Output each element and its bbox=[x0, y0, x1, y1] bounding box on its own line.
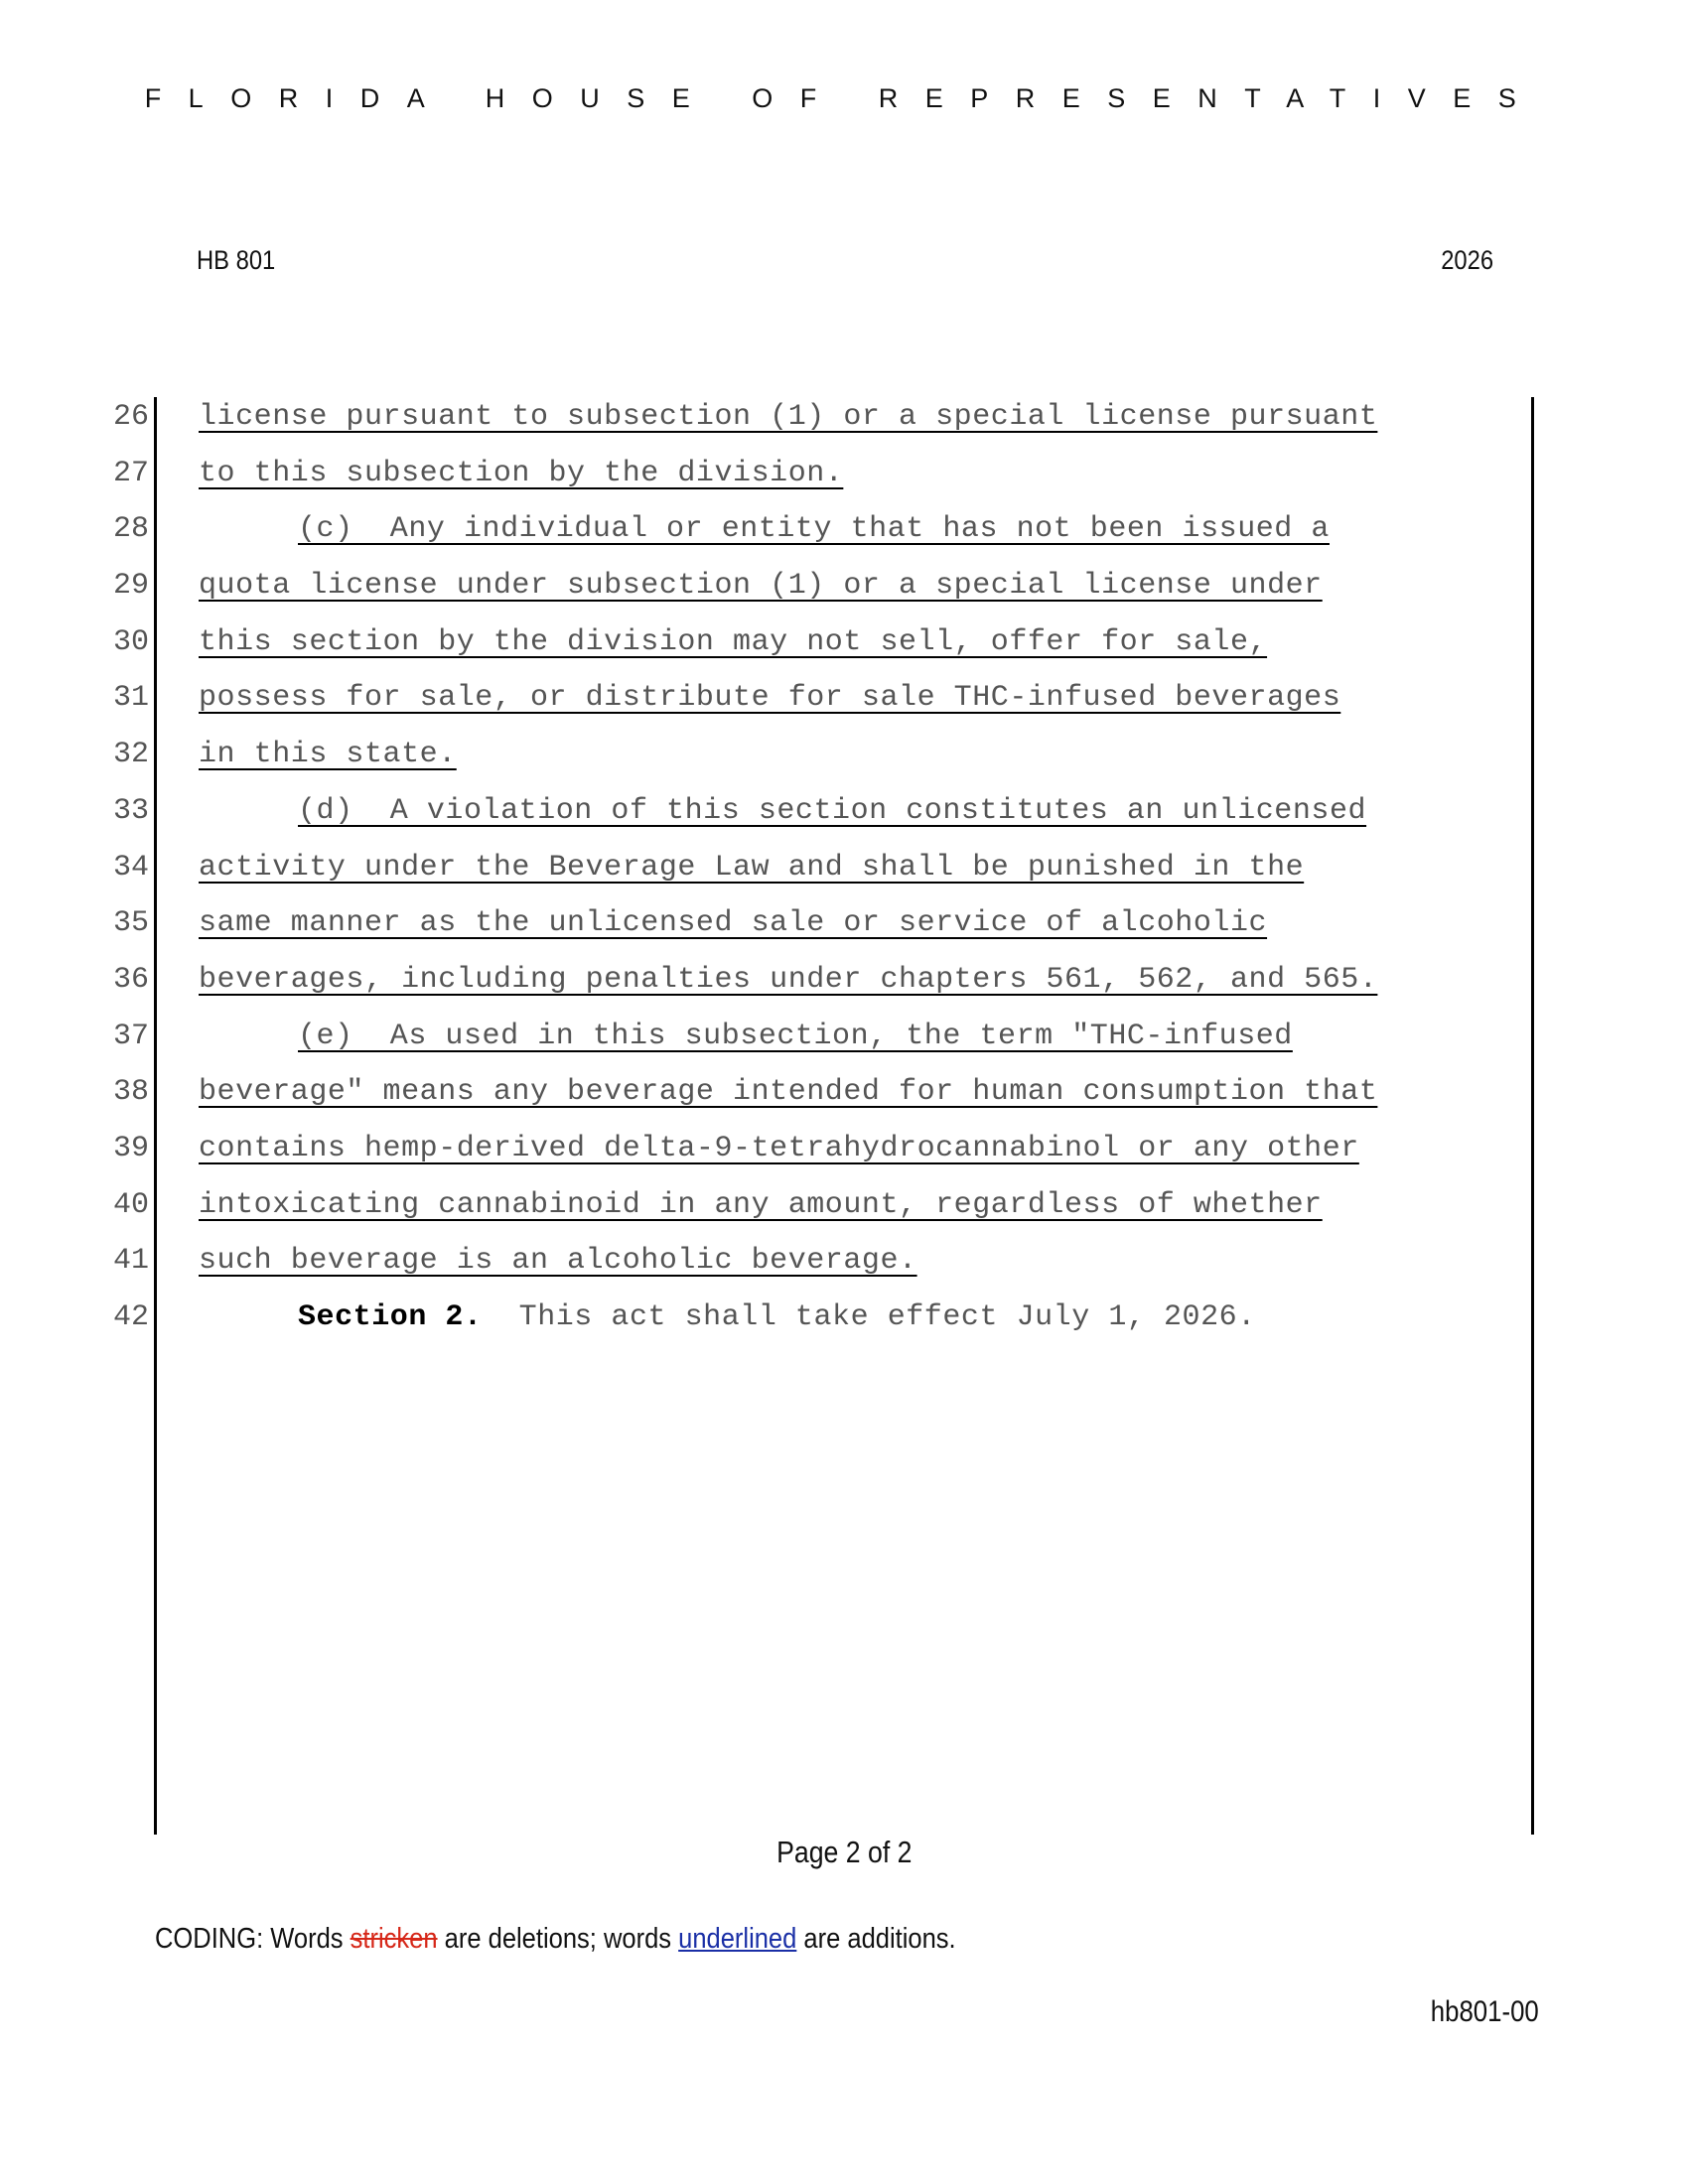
line-number: 40 bbox=[112, 1187, 149, 1222]
line-text: quota license under subsection (1) or a special license under bbox=[199, 569, 1323, 604]
line-number: 38 bbox=[112, 1075, 149, 1110]
bill-line bbox=[0, 678, 1688, 735]
line-number: 37 bbox=[112, 1019, 149, 1053]
line-text: contains hemp-derived delta-9-tetrahydrocannabinol or any other bbox=[199, 1131, 1359, 1165]
line-number: 34 bbox=[112, 850, 149, 885]
document-code: hb801-00 bbox=[1430, 1995, 1539, 2028]
bill-line-final bbox=[0, 1297, 1688, 1354]
line-text: such beverage is an alcoholic beverage. bbox=[199, 1244, 917, 1279]
page-number-text: Page 2 of 2 bbox=[775, 1835, 913, 1869]
section-label: Section 2. bbox=[298, 1300, 483, 1334]
bill-line bbox=[0, 509, 1688, 566]
line-number: 39 bbox=[112, 1131, 149, 1165]
bill-line bbox=[0, 454, 1688, 510]
bill-line bbox=[0, 1072, 1688, 1129]
line-number: 30 bbox=[112, 624, 149, 659]
line-number: 32 bbox=[112, 738, 149, 772]
line-number: 31 bbox=[112, 681, 149, 716]
line-text: this section by the division may not sell, offer for sale, bbox=[199, 624, 1268, 659]
bill-line bbox=[0, 1185, 1688, 1242]
line-number: 36 bbox=[112, 962, 149, 997]
line-text: beverage" means any beverage intended for human consumption that bbox=[199, 1075, 1378, 1110]
line-number: 26 bbox=[112, 400, 149, 434]
line-text: beverages, including penalties under chapters 561, 562, and 565. bbox=[199, 962, 1378, 997]
line-text: license pursuant to subsection (1) or a special license pursuant bbox=[199, 400, 1378, 434]
line-number: 33 bbox=[112, 793, 149, 828]
effective-date-text: This act shall take effect July 1, 2026. bbox=[482, 1300, 1256, 1334]
line-text: activity under the Beverage Law and shall be punished in the bbox=[199, 850, 1305, 885]
coding-stricken-word: stricken bbox=[350, 1923, 438, 1955]
bill-year: 2026 bbox=[1441, 245, 1493, 275]
coding-prefix: CODING: Words bbox=[155, 1923, 351, 1955]
line-number: 35 bbox=[112, 906, 149, 941]
line-text: (d) A violation of this section constitutes an unlicensed bbox=[298, 793, 1367, 828]
line-number: 27 bbox=[112, 456, 149, 490]
bill-line bbox=[0, 960, 1688, 1017]
bill-text-body bbox=[0, 397, 1688, 1354]
bill-line bbox=[0, 848, 1688, 904]
line-number: 28 bbox=[112, 512, 149, 547]
bill-line bbox=[0, 397, 1688, 454]
line-number: 41 bbox=[112, 1244, 149, 1279]
coding-suffix: are additions. bbox=[796, 1923, 956, 1955]
bill-line bbox=[0, 622, 1688, 679]
coding-middle: are deletions; words bbox=[437, 1923, 679, 1955]
line-text: (c) Any individual or entity that has not been issued a bbox=[298, 512, 1330, 547]
bill-line bbox=[0, 903, 1688, 960]
coding-legend bbox=[155, 1923, 956, 1956]
line-text: same manner as the unlicensed sale or service of alcoholic bbox=[199, 906, 1268, 941]
line-text: (e) As used in this subsection, the term "THC-infused bbox=[298, 1019, 1293, 1053]
bill-line bbox=[0, 566, 1688, 622]
chamber-title: FLORIDA HOUSE OF REPRESENTATIVES bbox=[144, 83, 1544, 113]
line-text: intoxicating cannabinoid in any amount, regardless of whether bbox=[199, 1187, 1323, 1222]
page-number bbox=[0, 1835, 1688, 1870]
line-number: 29 bbox=[112, 569, 149, 604]
bill-line bbox=[0, 1129, 1688, 1185]
line-text: possess for sale, or distribute for sale THC-infused beverages bbox=[199, 681, 1341, 716]
bill-line bbox=[0, 735, 1688, 791]
bill-line bbox=[0, 1017, 1688, 1073]
line-text: to this subsection by the division. bbox=[199, 456, 844, 490]
line-text: in this state. bbox=[199, 738, 457, 772]
bill-line bbox=[0, 791, 1688, 848]
coding-underlined-word: underlined bbox=[678, 1923, 797, 1955]
bill-number: HB 801 bbox=[197, 245, 276, 275]
line-number: 42 bbox=[112, 1300, 149, 1334]
line-text bbox=[298, 1297, 1256, 1337]
bill-line bbox=[0, 1241, 1688, 1297]
